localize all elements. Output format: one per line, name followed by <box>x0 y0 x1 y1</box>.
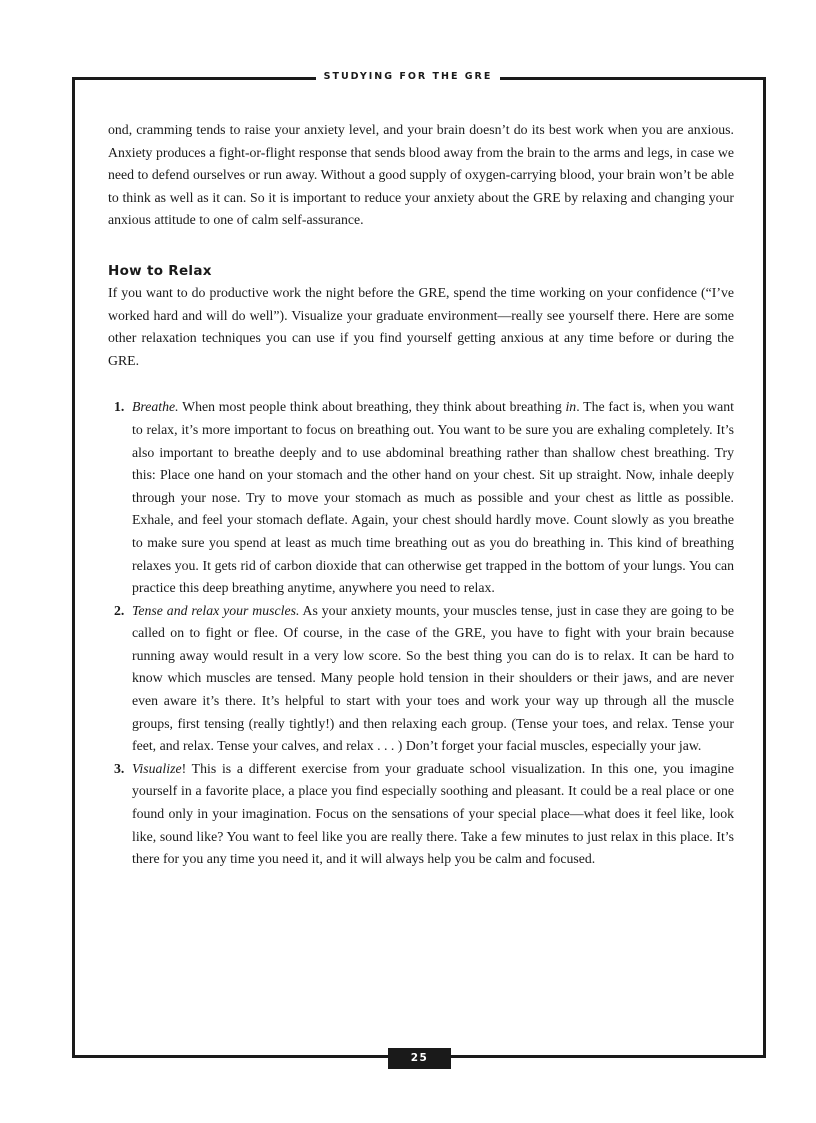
list-item-text: When most people think about breathing, they think about breathing <box>178 399 566 415</box>
list-item-number: 3. <box>114 760 125 776</box>
running-header-title: STUDYING FOR THE GRE <box>316 71 501 82</box>
list-item-text: ! This is a different exercise from your graduate school visualization. In this one, you imagine yourself in a favorite place, a place you find especially soothing and pleasant. It could be a real place or one found only in your imagination. Focus on the sensations of your special place—what does it feel like, look like, sound like? You want to feel like you are really there. Take a few minutes to just relax in this place. It’s there for you any time you need it, and it will always help you be calm and focused. <box>132 760 734 867</box>
running-header <box>0 70 816 84</box>
technique-list <box>108 396 734 870</box>
intro-paragraph: ond, cramming tends to raise your anxiety level, and your brain doesn’t do its best work when you are anxious. Anxiety produces a fight-or-flight response that sends blood away from the brain to the arms and legs, in case we need to defend ourselves or run away. Without a good supply of oxygen-carrying blood, your brain won’t be able to think as well as it can. So it is important to reduce your anxiety about the GRE by relaxing and changing your anxious attitude to one of calm self-assurance. <box>108 122 734 228</box>
list-item <box>108 758 734 871</box>
list-item-text: . The fact is, when you want to relax, it’s more important to focus on breathing out. You want to be sure you are exhaling completely. It’s also important to breathe deeply and to use abdominal breathing rather than shallow chest breathing. Try this: Place one hand on your stomach and the other hand on your chest. Sit up straight. Now, inhale deeply through your nose. Try to move your stomach as much as possible and your chest as little as possible. Exhale, and feel your stomach deflate. Again, your chest should hardly move. Count slowly as you breathe to make sure you spend at least as much time breathing out as you do breathing in. This kind of breathing relaxes you. It gets rid of carbon dioxide that can otherwise get trapped in the bottom of your lungs. You can practice this deep breathing anytime, anywhere you need to relax. <box>132 399 734 596</box>
list-item <box>108 396 734 599</box>
list-item-lead: Visualize <box>132 760 182 776</box>
list-item-number: 1. <box>114 399 125 415</box>
list-item-lead: Tense and relax your muscles. <box>132 602 300 618</box>
list-item-number: 2. <box>114 602 125 618</box>
list-item-lead: Breathe. <box>132 399 179 415</box>
section-heading: How to Relax <box>108 262 212 279</box>
page-body <box>108 119 734 871</box>
list-item <box>108 600 734 758</box>
list-item-emphasis: in <box>565 399 577 415</box>
list-item-text: As your anxiety mounts, your muscles tense, just in case they are going to be called on to fight or flee. Of course, in the case of the GRE, you have to fight with your brain because running away would result in a very low score. So the best thing you can do is to relax. It can be hard to know which muscles are tensed. Many people hold tension in their shoulders or their jaws, and are never even aware it’s there. It’s helpful to start with your toes and work your way up through all the muscle groups, first tensing (really tightly!) and then relaxing each group. (Tense your toes, and relax. Tense your feet, and relax. Tense your calves, and relax . . . ) Don’t forget your facial muscles, especially your jaw. <box>132 602 734 754</box>
page-number: 25 <box>388 1048 451 1069</box>
section-paragraph: If you want to do productive work the night before the GRE, spend the time working on your confidence (“I’ve worked hard and will do well”). Visualize your graduate environment—really see yourself there. Here are some other relaxation techniques you can use if you find yourself getting anxious at any time before or during the GRE. <box>108 284 734 368</box>
